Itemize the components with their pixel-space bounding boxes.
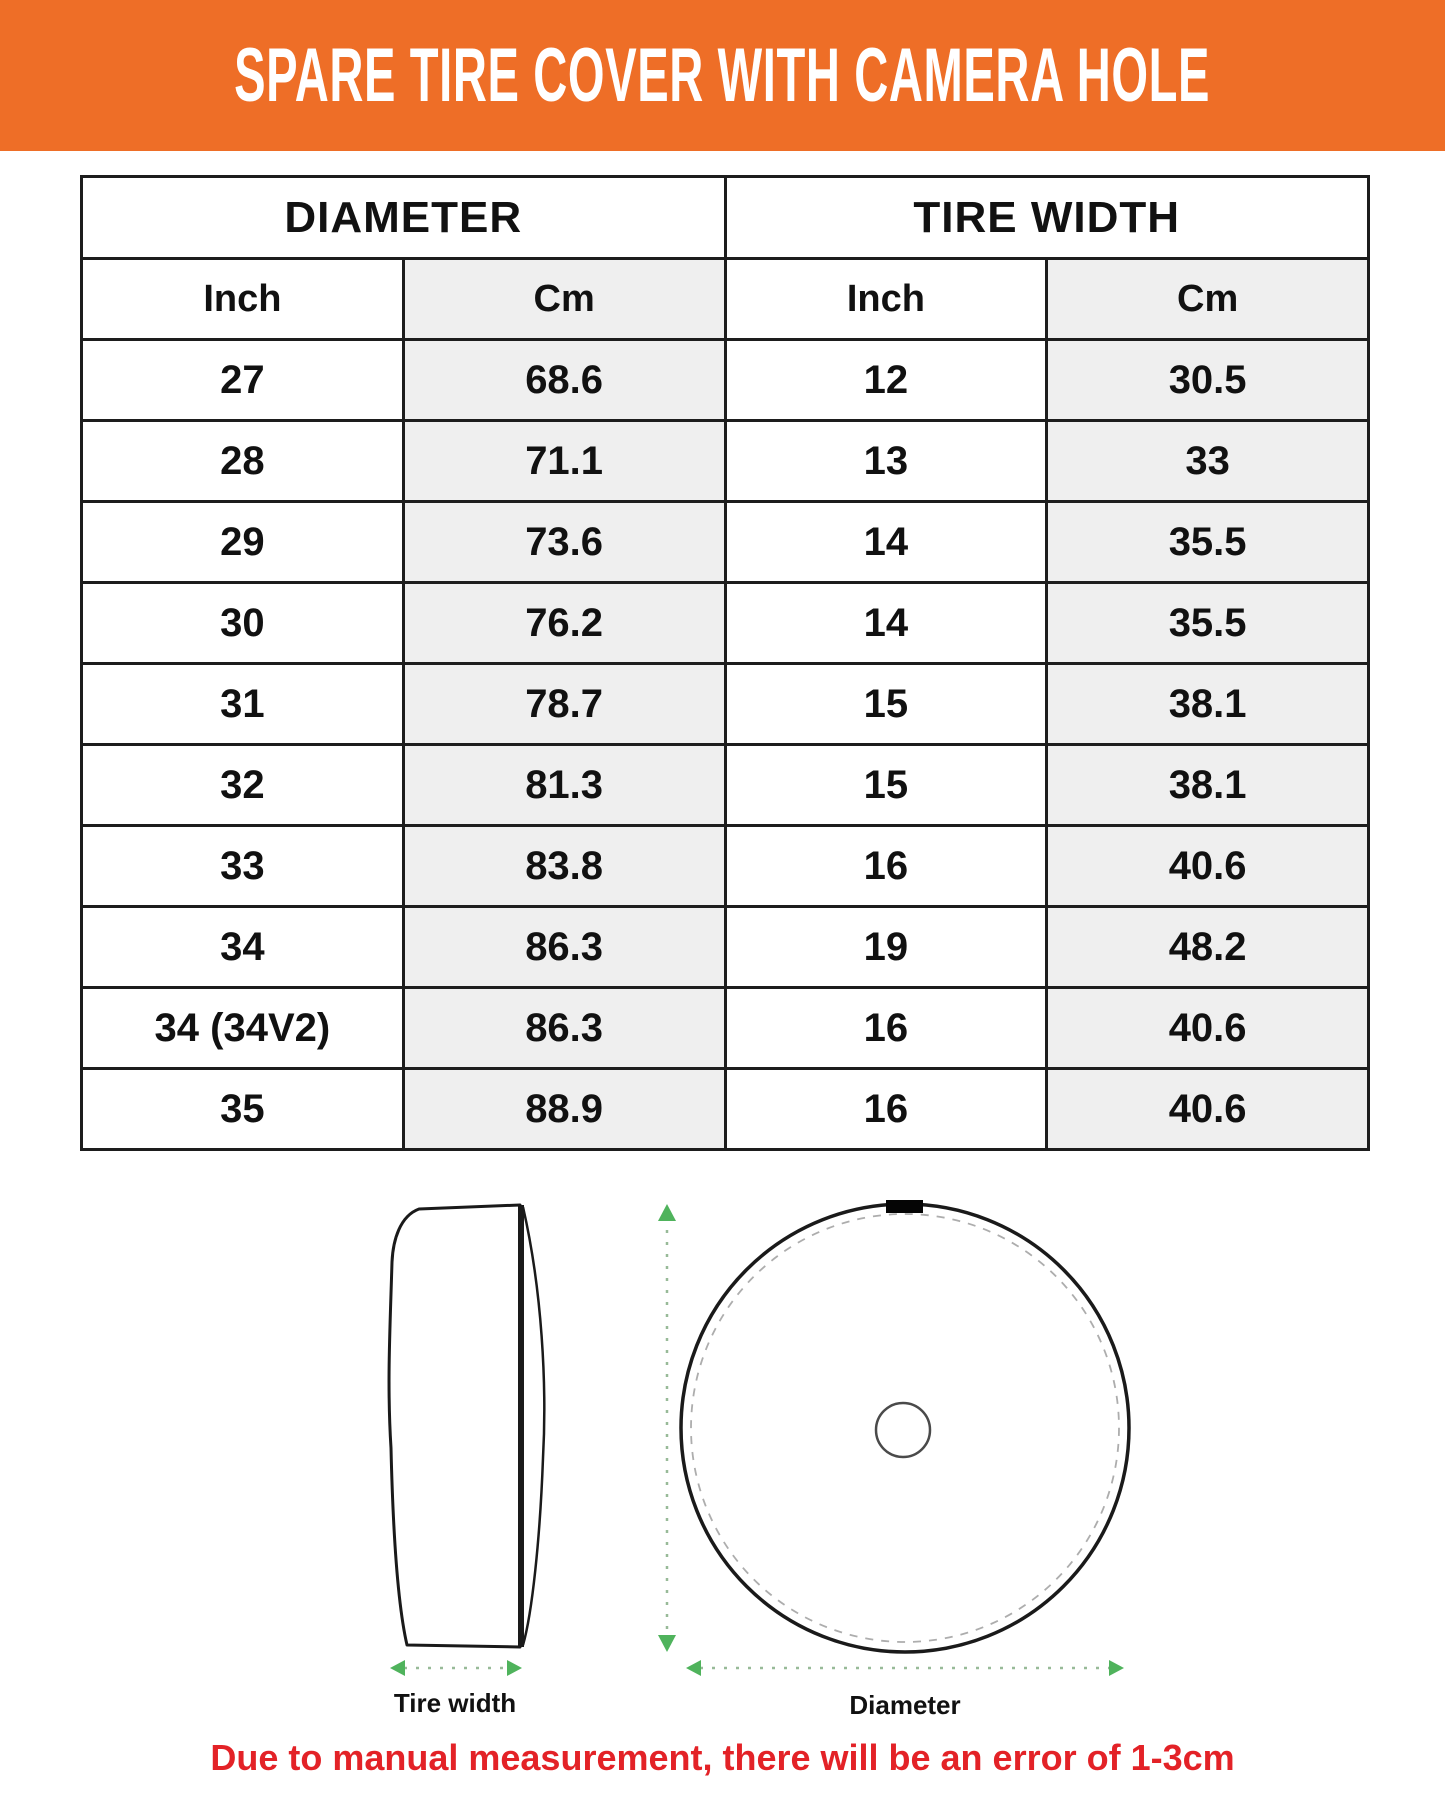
- table-cell: 30.5: [1047, 340, 1369, 421]
- table-cell: 13: [725, 421, 1047, 502]
- diameter-label: Diameter: [849, 1690, 961, 1720]
- table-cell: 35.5: [1047, 583, 1369, 664]
- table-row: [82, 745, 1369, 826]
- table-cell: 28: [82, 421, 404, 502]
- camera-hole: [876, 1403, 930, 1457]
- arrowhead-up-icon: [658, 1204, 676, 1221]
- table-cell: 16: [725, 1069, 1047, 1150]
- table-cell: 35: [82, 1069, 404, 1150]
- table-cell: 83.8: [403, 826, 725, 907]
- table-row: [82, 1069, 1369, 1150]
- table-cell: 14: [725, 583, 1047, 664]
- table-cell: 73.6: [403, 502, 725, 583]
- column-header-diameter-cm: Cm: [403, 259, 725, 340]
- table-row: [82, 826, 1369, 907]
- table-cell: 15: [725, 664, 1047, 745]
- table-cell: 27: [82, 340, 404, 421]
- table-cell: 81.3: [403, 745, 725, 826]
- table-cell: 32: [82, 745, 404, 826]
- table-group-header-row: [82, 177, 1369, 259]
- table-row: [82, 421, 1369, 502]
- table-cell: 48.2: [1047, 907, 1369, 988]
- table-row: [82, 988, 1369, 1069]
- table-cell: 14: [725, 502, 1047, 583]
- arrowhead-right-icon: [507, 1660, 522, 1676]
- arrowhead-left-icon: [390, 1660, 405, 1676]
- column-group-diameter: DIAMETER: [82, 177, 726, 259]
- tire-side-view-outline: [389, 1205, 520, 1647]
- table-cell: 16: [725, 988, 1047, 1069]
- table-cell: 88.9: [403, 1069, 725, 1150]
- column-header-width-cm: Cm: [1047, 259, 1369, 340]
- table-cell: 86.3: [403, 907, 725, 988]
- column-group-tire-width: TIRE WIDTH: [725, 177, 1369, 259]
- table-cell: 34 (34V2): [82, 988, 404, 1069]
- table-row: [82, 664, 1369, 745]
- table-cell: 30: [82, 583, 404, 664]
- size-table: [80, 175, 1370, 1151]
- table-cell: 29: [82, 502, 404, 583]
- table-cell: 76.2: [403, 583, 725, 664]
- table-cell: 16: [725, 826, 1047, 907]
- table-cell: 68.6: [403, 340, 725, 421]
- measurement-disclaimer: Due to manual measurement, there will be an error of 1-3cm: [210, 1737, 1235, 1778]
- table-row: [82, 502, 1369, 583]
- table-cell: 35.5: [1047, 502, 1369, 583]
- table-cell: 40.6: [1047, 1069, 1369, 1150]
- arrowhead-right-icon: [1109, 1660, 1124, 1676]
- column-header-width-inch: Inch: [725, 259, 1047, 340]
- page-title: SPARE TIRE COVER WITH CAMERA HOLE: [234, 33, 1211, 118]
- tire-side-view-sidewall-curve: [523, 1207, 544, 1645]
- table-cell: 19: [725, 907, 1047, 988]
- table-row: [82, 583, 1369, 664]
- table-cell: 71.1: [403, 421, 725, 502]
- table-cell: 86.3: [403, 988, 725, 1069]
- table-cell: 78.7: [403, 664, 725, 745]
- arrowhead-left-icon: [686, 1660, 701, 1676]
- table-cell: 15: [725, 745, 1047, 826]
- size-table-grid: [80, 175, 1370, 1151]
- table-subheader-row: [82, 259, 1369, 340]
- tire-front-view-top-marker: [886, 1200, 923, 1213]
- table-cell: 33: [82, 826, 404, 907]
- table-cell: 33: [1047, 421, 1369, 502]
- table-cell: 38.1: [1047, 664, 1369, 745]
- table-cell: 40.6: [1047, 826, 1369, 907]
- table-cell: 38.1: [1047, 745, 1369, 826]
- table-cell: 12: [725, 340, 1047, 421]
- table-cell: 40.6: [1047, 988, 1369, 1069]
- table-cell: 34: [82, 907, 404, 988]
- tire-width-label: Tire width: [393, 1688, 517, 1718]
- tire-diagram: [0, 1148, 1445, 1809]
- table-cell: 31: [82, 664, 404, 745]
- table-row: [82, 907, 1369, 988]
- table-row: [82, 340, 1369, 421]
- arrowhead-down-icon: [658, 1635, 676, 1652]
- column-header-diameter-inch: Inch: [82, 259, 404, 340]
- header-banner: [0, 0, 1445, 151]
